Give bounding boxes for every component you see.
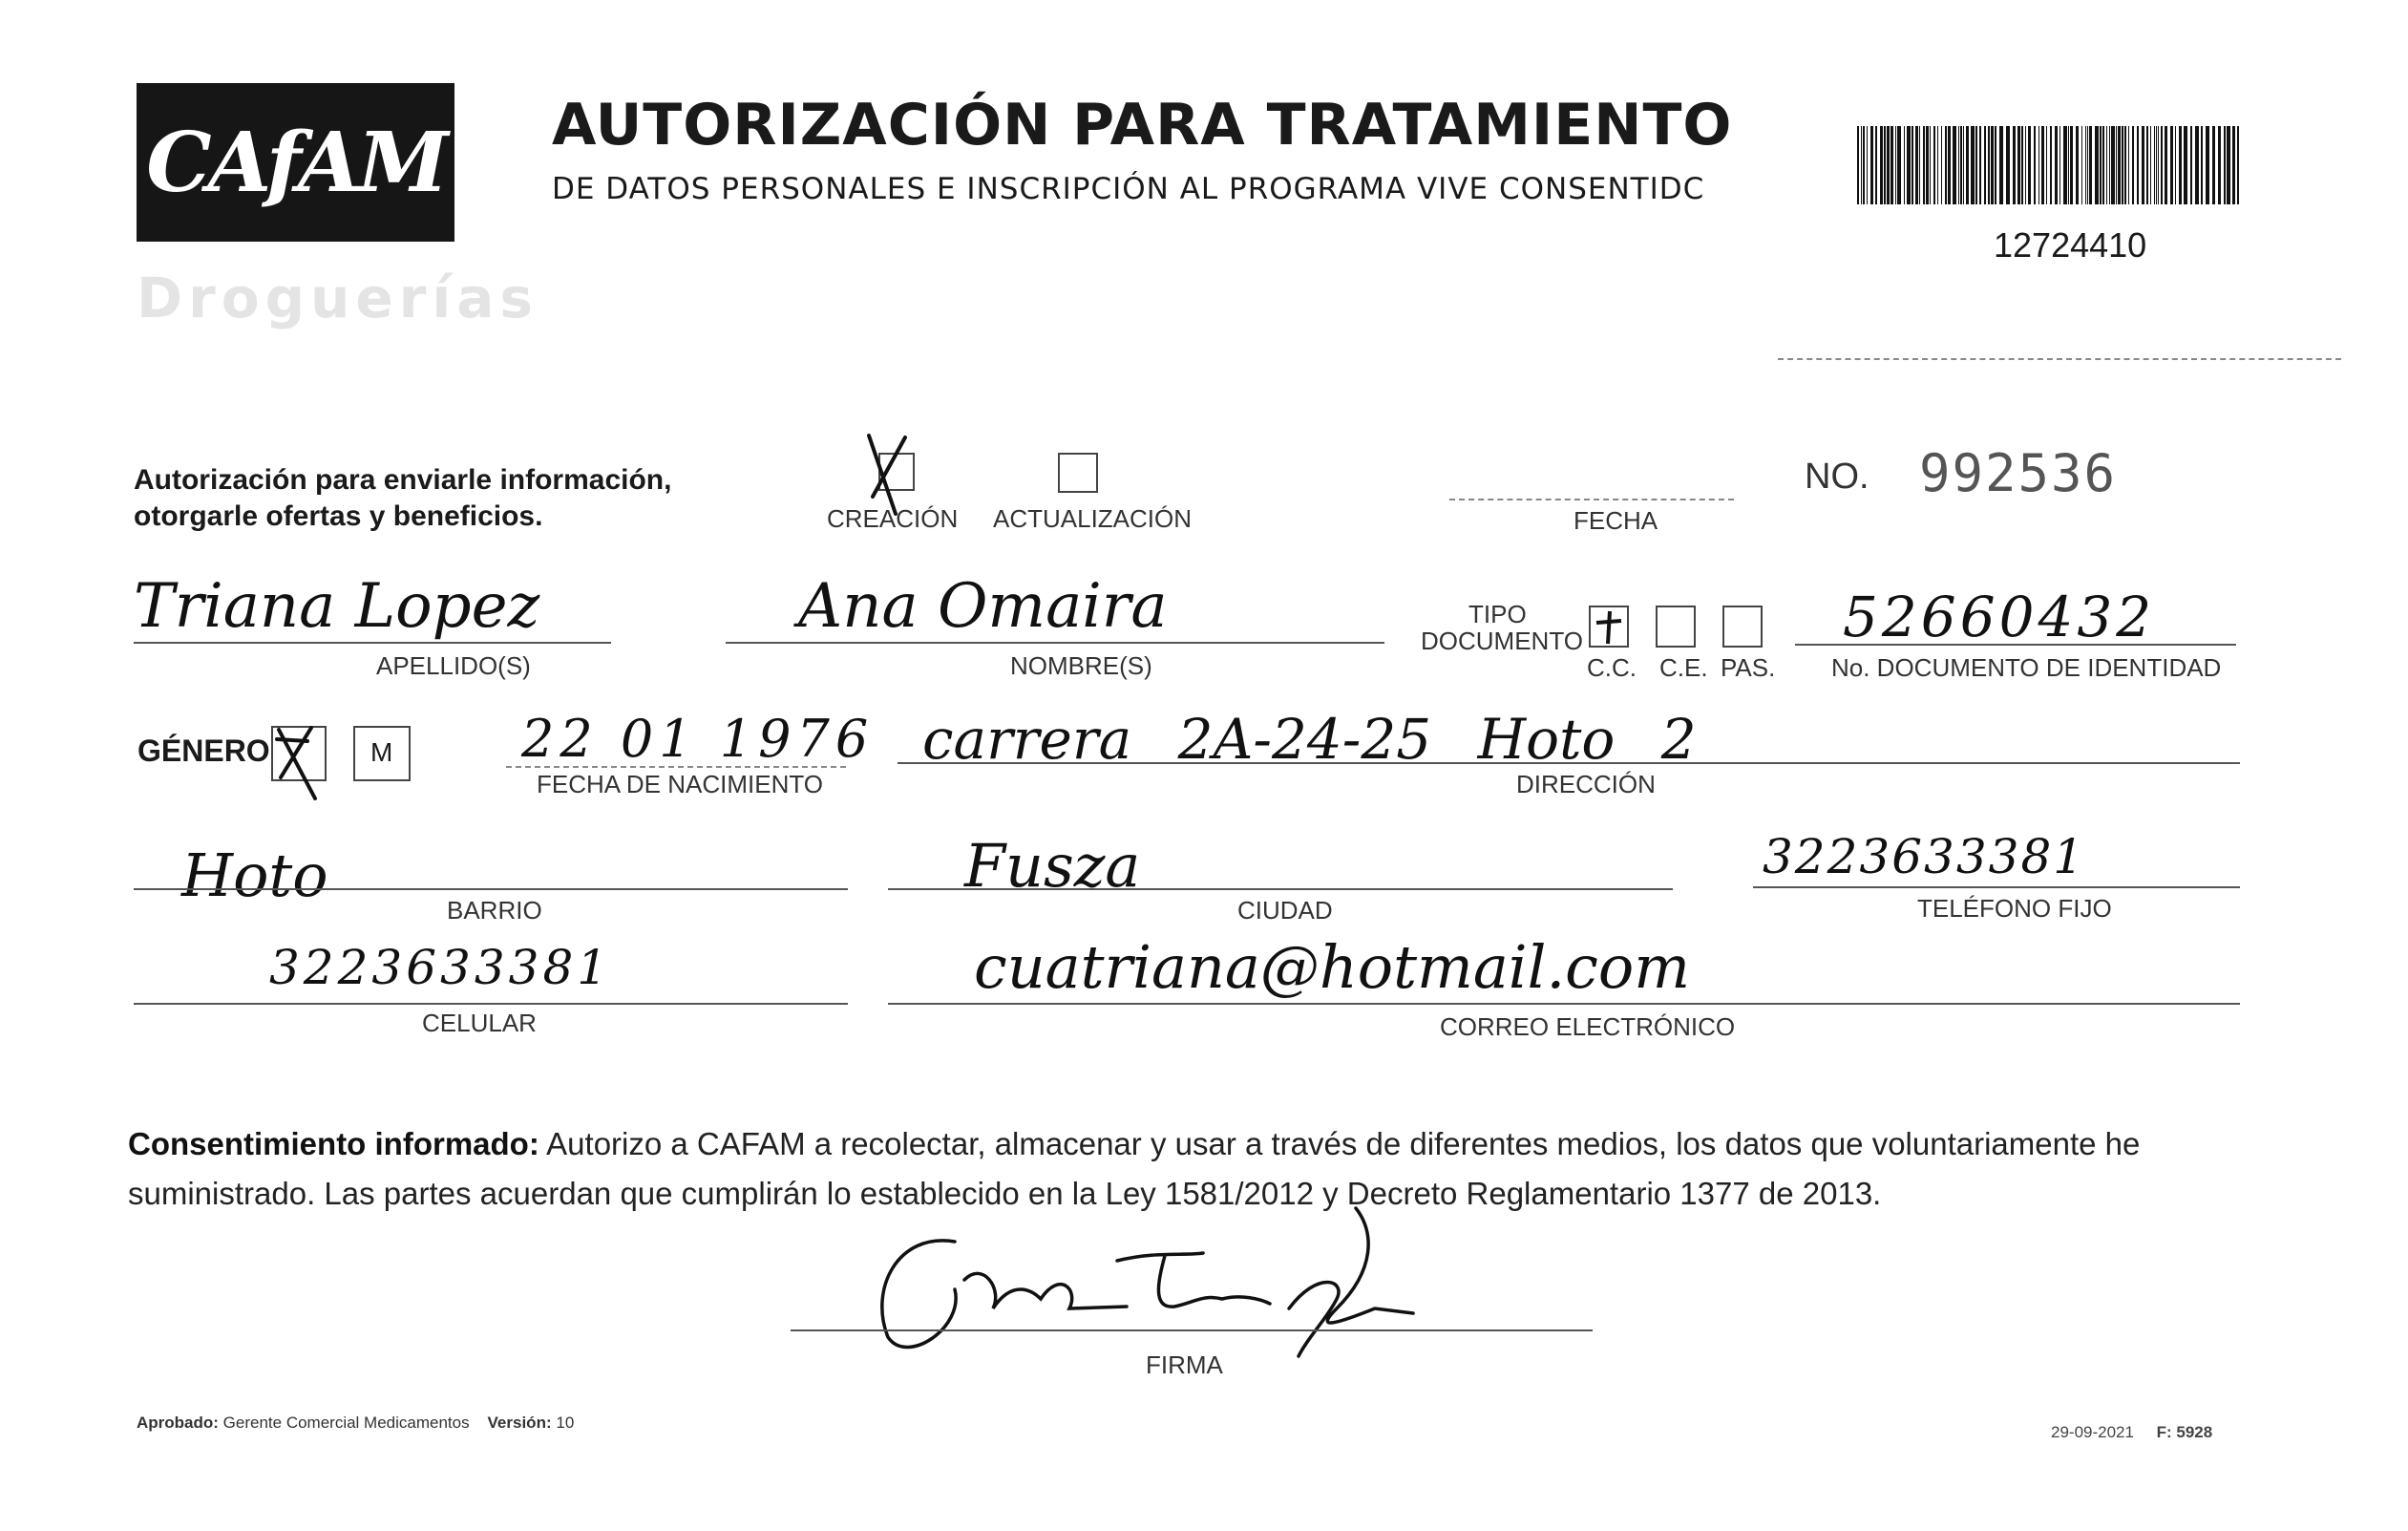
barcode-bar (2059, 126, 2060, 204)
barcode-number: 12724410 (1994, 225, 2147, 265)
barcode-bar (2150, 126, 2151, 204)
barcode-bar (1904, 126, 1905, 204)
ciudad-label: CIUDAD (1237, 896, 1333, 925)
cc-check-mark (1589, 606, 1629, 648)
document-subtitle: DE DATOS PERSONALES E INSCRIPCIÓN AL PROGRAMA VIVE CONSENTIDC (552, 172, 1705, 206)
actualizacion-label: ACTUALIZACIÓN (993, 504, 1193, 533)
logo-subtext: Droguerías (137, 266, 539, 330)
barcode-bar (2156, 126, 2157, 204)
barrio-label: BARRIO (447, 896, 542, 925)
barcode-bar (2179, 126, 2182, 204)
apellidos-value: Triana Lopez (134, 571, 540, 642)
barcode-bar (2106, 126, 2107, 204)
barrio-line (134, 888, 848, 890)
barcode-bar (1875, 126, 1877, 204)
no-value: 992536 (1919, 443, 2118, 503)
barcode-bar (1966, 126, 1969, 204)
footer-date-code (2051, 1423, 2212, 1442)
aprobado-value: Gerente Comercial Medicamentos (222, 1414, 470, 1432)
tipo-doc-label-1: TIPO (1468, 600, 1527, 628)
barcode-bar (2081, 126, 2082, 204)
celular-line (134, 1003, 848, 1005)
barcode-bar (2212, 126, 2215, 204)
barcode-bar (1963, 126, 1964, 204)
nombres-label: NOMBRE(S) (1010, 651, 1152, 680)
consent-heading: Consentimiento informado: (128, 1126, 539, 1161)
version-value: 10 (556, 1414, 575, 1432)
logo-text: CAfAM (146, 114, 445, 211)
barcode-bar (1912, 126, 1913, 204)
barcode-bar (2132, 126, 2134, 204)
barcode-bar (2158, 126, 2159, 204)
barcode-bar (2137, 126, 2139, 204)
barcode-bar (1887, 126, 1890, 204)
genero-m-label: M (370, 737, 393, 767)
barcode-bar (2232, 126, 2235, 204)
barcode-bar (1960, 126, 1962, 204)
barcode-bar (2046, 126, 2047, 204)
fecha-nac-value: 22 01 1976 (521, 709, 875, 769)
barcode-bar (1975, 126, 1977, 204)
ce-label: C.E. (1659, 653, 1708, 682)
barcode-bar (2146, 126, 2148, 204)
barcode-bar (2063, 126, 2067, 204)
barcode-bar (2170, 126, 2173, 204)
pas-label: PAS. (1721, 653, 1776, 682)
barcode-bar (2190, 126, 2192, 204)
barcode-bar (2122, 126, 2123, 204)
barcode-bar (1991, 126, 1994, 204)
barcode-bar (2237, 126, 2239, 204)
pas-checkbox[interactable] (1722, 606, 1763, 648)
barcode-bar (2100, 126, 2102, 204)
barcode-bar (2165, 126, 2167, 204)
barcode-bar (1915, 126, 1918, 204)
barcode-bar (2142, 126, 2144, 204)
barcode-bar (2175, 126, 2176, 204)
barrio-value: Hoto (181, 840, 328, 910)
ciudad-line (888, 888, 1673, 890)
barcode-bar (1890, 126, 1893, 204)
signature (840, 1203, 1509, 1366)
barcode-bar (2050, 126, 2052, 204)
barcode-bar (2034, 126, 2036, 204)
celular-value: 3223633381 (269, 940, 612, 995)
barcode-bar (2206, 126, 2209, 204)
consent-text: Autorizo a CAFAM a recolectar, almacenar y usar a través de diferentes medios, los datos que voluntariamente he suministrado. Las partes acuerdan que cumplirán lo establecido en la Ley 1581/2012 y Decreto Reglamentario 1377 de 2013. (128, 1126, 2141, 1211)
version-label: Versión: (487, 1414, 552, 1432)
barcode-bar (1941, 126, 1942, 204)
barcode-bar (2224, 126, 2226, 204)
correo-line (888, 1003, 2240, 1005)
barcode-bar (2116, 126, 2117, 204)
barcode-bar (1984, 126, 1986, 204)
barcode-bar (2017, 126, 2020, 204)
barcode-bar (2124, 126, 2126, 204)
barcode-bar (2041, 126, 2044, 204)
barcode-bar (2095, 126, 2099, 204)
barcode-bar (1880, 126, 1883, 204)
celular-label: CELULAR (422, 1009, 537, 1037)
barcode-bar (1895, 126, 1896, 204)
footer-date: 29-09-2021 (2051, 1423, 2134, 1441)
firma-label: FIRMA (1146, 1350, 1223, 1379)
barcode-bar (2076, 126, 2079, 204)
authorization-text (134, 462, 671, 535)
barcode-bar (2161, 126, 2163, 204)
telefono-line (1753, 886, 2240, 888)
barcode-bar (2087, 126, 2088, 204)
direccion-line (898, 762, 2240, 764)
firma-line (791, 1329, 1593, 1331)
barcode-bar (1857, 126, 1859, 204)
barcode-bar (1907, 126, 1911, 204)
barcode-bar (2055, 126, 2058, 204)
barcode-bar (2089, 126, 2092, 204)
ciudad-value: Fusza (964, 831, 1141, 901)
barcode-bar (2028, 126, 2031, 204)
barcode-bar (2201, 126, 2203, 204)
correo-value: cuatriana@hotmail.com (974, 932, 1690, 1002)
barcode-bar (2038, 126, 2039, 204)
barcode-bar (2218, 126, 2221, 204)
fecha-nac-line (506, 766, 846, 768)
barcode-bar (1971, 126, 1975, 204)
header-separator (1778, 358, 2341, 360)
no-label: NO. (1805, 457, 1869, 497)
apellidos-label: APELLIDO(S) (376, 651, 531, 680)
barcode-bar (2128, 126, 2129, 204)
barcode-bar (2184, 126, 2187, 204)
barcode-bar (1897, 126, 1901, 204)
doc-number-label: No. DOCUMENTO DE IDENTIDAD (1831, 653, 2222, 682)
direccion-label: DIRECCIÓN (1516, 770, 1656, 798)
barcode-bar (1999, 126, 2003, 204)
barcode (1857, 126, 2239, 204)
barcode-bar (1988, 126, 1990, 204)
barcode-bar (2085, 126, 2086, 204)
form-code: F: 5928 (2156, 1423, 2213, 1441)
genero-f-check-mark (269, 718, 330, 804)
nombres-line (726, 642, 1384, 644)
ce-checkbox[interactable] (1656, 606, 1696, 648)
cafam-logo (137, 83, 454, 242)
authorization-line-1: Autorización para enviarle información, (134, 464, 672, 496)
barcode-bar (1930, 126, 1931, 204)
barcode-bar (1953, 126, 1956, 204)
barcode-bar (2111, 126, 2115, 204)
actualizacion-checkbox[interactable] (1058, 453, 1098, 493)
barcode-bar (1945, 126, 1947, 204)
authorization-line-2: otorgarle ofertas y beneficios. (134, 500, 543, 532)
barcode-bar (1995, 126, 1996, 204)
telefono-value: 3223633381 (1763, 829, 2086, 884)
barcode-bar (2021, 126, 2023, 204)
barcode-bar (2118, 126, 2121, 204)
footer-approval (137, 1414, 574, 1433)
telefono-label: TELÉFONO FIJO (1917, 894, 2112, 923)
barcode-bar (2013, 126, 2016, 204)
tipo-doc-label-2: DOCUMENTO (1421, 627, 1583, 655)
barcode-bar (1861, 126, 1862, 204)
doc-number-value: 52660432 (1843, 585, 2156, 649)
apellidos-line (134, 642, 611, 644)
barcode-bar (1937, 126, 1938, 204)
genero-label: GÉNERO (137, 734, 270, 768)
aprobado-label: Aprobado: (137, 1414, 219, 1432)
barcode-bar (1926, 126, 1929, 204)
document-title: AUTORIZACIÓN PARA TRATAMIENTO (552, 92, 1733, 159)
fecha-line (1449, 499, 1734, 500)
doc-number-line (1795, 644, 2236, 646)
barcode-bar (1867, 126, 1868, 204)
barcode-bar (2109, 126, 2110, 204)
nombres-value: Ana Omaira (798, 571, 1168, 642)
creacion-label: CREACIÓN (827, 504, 959, 533)
barcode-bar (2227, 126, 2230, 204)
fecha-nac-label: FECHA DE NACIMIENTO (537, 770, 824, 798)
barcode-bar (1933, 126, 1935, 204)
barcode-bar (2154, 126, 2155, 204)
barcode-bar (2006, 126, 2010, 204)
barcode-bar (1979, 126, 1981, 204)
barcode-bar (1870, 126, 1873, 204)
fecha-label: FECHA (1574, 506, 1658, 535)
barcode-bar (1884, 126, 1886, 204)
barcode-bar (1919, 126, 1920, 204)
barcode-bar (2070, 126, 2073, 204)
barcode-bar (1948, 126, 1951, 204)
barcode-bar (2102, 126, 2104, 204)
barcode-bar (1958, 126, 1959, 204)
direccion-value: carrera 2A-24-25 Hoto 2 (922, 707, 1697, 772)
correo-label: CORREO ELECTRÓNICO (1440, 1012, 1736, 1041)
cc-label: C.C. (1587, 653, 1637, 682)
barcode-bar (2068, 126, 2069, 204)
barcode-bar (2195, 126, 2199, 204)
barcode-bar (2025, 126, 2026, 204)
barcode-bar (1923, 126, 1925, 204)
barcode-bar (1863, 126, 1865, 204)
